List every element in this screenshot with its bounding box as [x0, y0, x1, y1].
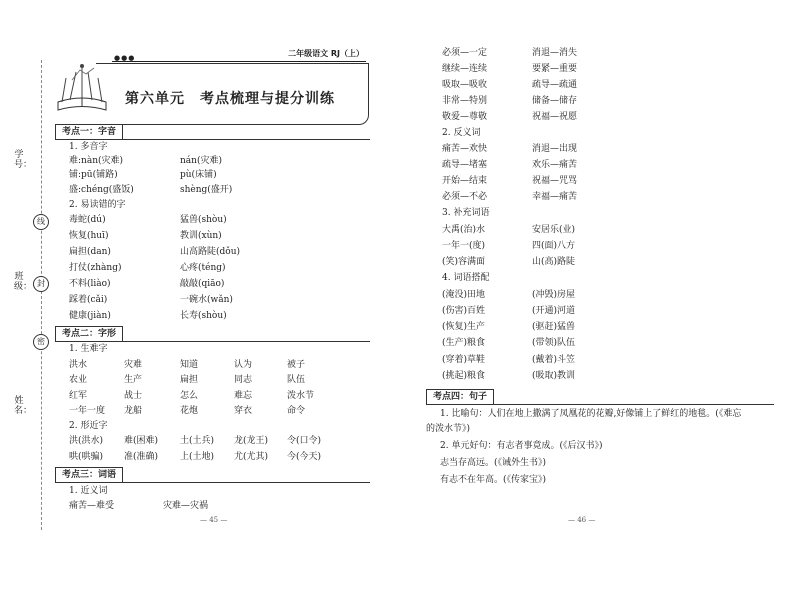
char-cell: 花炮	[180, 406, 199, 416]
polyphone-row: shèng(盛开)	[180, 185, 233, 195]
misread-item: 恢复(huī)	[69, 231, 109, 241]
char-cell: 队伍	[287, 375, 306, 385]
name-label: 姓名：	[14, 396, 33, 416]
section-rule	[55, 482, 370, 483]
misread-item: 山高路陡(dǒu)	[180, 247, 240, 257]
section-words: 考点三：词语	[55, 467, 123, 483]
misread-item: 打仗(zhàng)	[69, 263, 122, 273]
class-label: 班级：	[14, 272, 33, 292]
sub-antonyms: 2. 反义词	[442, 128, 481, 138]
similar-cell: 令(口令)	[287, 436, 322, 446]
sentence-good: 有志不在年高。(《传家宝》)	[440, 475, 547, 485]
antonym-item: 开始—结束	[442, 176, 488, 186]
misread-item: 敲敲(qiāo)	[180, 279, 225, 289]
synonym-item: 消退—消失	[532, 48, 578, 58]
sub-misread: 2. 易读错的字	[69, 200, 126, 210]
synonym-item: 必须—一定	[442, 48, 488, 58]
binding-line	[41, 60, 42, 530]
char-cell: 龙船	[124, 406, 143, 416]
section-pronunciation: 考点一：字音	[55, 124, 123, 140]
antonym-item: 疏导—堵塞	[442, 160, 488, 170]
misread-item: 长寿(shòu)	[180, 311, 227, 321]
polyphone-row: 难:nàn(灾难)	[69, 156, 124, 166]
seal-seal: 封	[33, 276, 49, 292]
student-no-label: 学号：	[14, 150, 33, 170]
header-dots: ●●●	[114, 54, 136, 62]
antonym-item: 必须—不必	[442, 192, 488, 202]
sentence-good: 志当存高远。(《诫外生书》)	[440, 458, 547, 468]
sub-similar-chars: 2. 形近字	[69, 421, 108, 431]
grade-header: 二年级语文 RJ（上）	[288, 49, 364, 58]
sub-fill-words: 3. 补充词语	[442, 208, 490, 218]
sub-polyphone: 1. 多音字	[69, 142, 108, 152]
collocation-item: (吸取)教训	[532, 371, 576, 381]
fill-item: 四(面)八方	[532, 241, 576, 251]
book-illustration-icon	[52, 58, 112, 118]
misread-item: 教训(xùn)	[180, 231, 222, 241]
collocation-item: (淹没)田地	[442, 290, 486, 300]
sentence-simile-cont: 的泼水节》)	[426, 424, 471, 434]
char-cell: 红军	[69, 391, 88, 401]
synonym-item: 继续—连续	[442, 64, 488, 74]
collocation-item: (挑起)粮食	[442, 371, 486, 381]
section-rule	[55, 341, 370, 342]
similar-cell: 洪(洪水)	[69, 436, 104, 446]
section-rule	[55, 139, 370, 140]
misread-item: 不料(liào)	[69, 279, 111, 289]
synonym-item: 非常—特别	[442, 96, 488, 106]
collocation-item: (开通)河道	[532, 306, 576, 316]
fill-item: 安居乐(业)	[532, 225, 576, 235]
char-cell: 灾难	[124, 360, 143, 370]
char-cell: 怎么	[180, 391, 199, 401]
page-number: — 45 —	[200, 516, 228, 524]
section-glyph: 考点二：字形	[55, 326, 123, 342]
char-cell: 洪水	[69, 360, 88, 370]
misread-item: 扁担(dan)	[69, 247, 111, 257]
synonym-item: 要紧—重要	[532, 64, 578, 74]
collocation-item: (伤害)百姓	[442, 306, 486, 316]
collocation-item: (带领)队伍	[532, 338, 576, 348]
seal-secret: 密	[33, 334, 49, 350]
similar-cell: 准(准确)	[124, 452, 159, 462]
char-cell: 泼水节	[287, 391, 315, 401]
sentence-good: 2. 单元好句：有志者事竟成。(《后汉书》)	[440, 441, 603, 451]
synonym-item: 灾难—灾祸	[163, 501, 209, 511]
char-cell: 被子	[287, 360, 306, 370]
similar-cell: 哄(哄骗)	[69, 452, 104, 462]
polyphone-row: 铺:pū(铺路)	[69, 170, 118, 180]
char-cell: 难忘	[234, 391, 253, 401]
char-cell: 知道	[180, 360, 199, 370]
polyphone-row: pù(床铺)	[180, 170, 217, 180]
synonym-item: 疏导—疏通	[532, 80, 578, 90]
misread-item: 踩着(cǎi)	[69, 295, 108, 305]
collocation-item: (冲毁)房屋	[532, 290, 576, 300]
misread-item: 健康(jiàn)	[69, 311, 111, 321]
antonym-item: 痛苦—欢快	[442, 144, 488, 154]
polyphone-row: nán(灾难)	[180, 156, 222, 166]
page-number: — 46 —	[568, 516, 596, 524]
sub-synonyms: 1. 近义词	[69, 486, 108, 496]
collocation-item: (生产)粮食	[442, 338, 486, 348]
synonym-item: 储备—储存	[532, 96, 578, 106]
section-sentences: 考点四：句子	[426, 389, 494, 405]
char-cell: 命令	[287, 406, 306, 416]
antonym-item: 欢乐—痛苦	[532, 160, 578, 170]
section-rule	[426, 404, 774, 405]
char-cell: 认为	[234, 360, 253, 370]
misread-item: 猛兽(shòu)	[180, 215, 227, 225]
fill-item: (笑)容满面	[442, 257, 486, 267]
similar-cell: 尤(尤其)	[234, 452, 269, 462]
antonym-item: 幸福—痛苦	[532, 192, 578, 202]
char-cell: 扁担	[180, 375, 199, 385]
misread-item: 毒蛇(dú)	[69, 215, 106, 225]
unit-title: 第六单元 考点梳理与提分训练	[125, 91, 335, 107]
sub-rare-chars: 1. 生难字	[69, 344, 108, 354]
sentence-simile: 1. 比喻句：人们在地上撒满了凤凰花的花瓣,好像铺上了鲜红的地毯。(《难忘	[440, 409, 742, 419]
collocation-item: (穿着)草鞋	[442, 355, 486, 365]
similar-cell: 上(土地)	[180, 452, 215, 462]
collocation-item: (恢复)生产	[442, 322, 486, 332]
collocation-item: (戴着)斗笠	[532, 355, 576, 365]
similar-cell: 今(今天)	[287, 452, 322, 462]
misread-item: 一碗水(wǎn)	[180, 295, 233, 305]
collocation-item: (驱赶)猛兽	[532, 322, 576, 332]
char-cell: 同志	[234, 375, 253, 385]
char-cell: 穿衣	[234, 406, 253, 416]
right-page	[400, 0, 800, 589]
sub-collocations: 4. 词语搭配	[442, 273, 490, 283]
char-cell: 生产	[124, 375, 143, 385]
similar-cell: 龙(龙王)	[234, 436, 269, 446]
char-cell: 农业	[69, 375, 88, 385]
synonym-item: 吸取—吸收	[442, 80, 488, 90]
misread-item: 心疼(téng)	[180, 263, 226, 273]
similar-cell: 难(困难)	[124, 436, 159, 446]
synonym-item: 敬爱—尊敬	[442, 112, 488, 122]
char-cell: 一年一度	[69, 406, 106, 416]
fill-item: 山(高)路陡	[532, 257, 576, 267]
seal-line: 线	[33, 214, 49, 230]
fill-item: 一年一(度)	[442, 241, 486, 251]
char-cell: 战士	[124, 391, 143, 401]
polyphone-row: 盛:chéng(盛饭)	[69, 185, 134, 195]
synonym-item: 祝福—祝愿	[532, 112, 578, 122]
antonym-item: 消退—出现	[532, 144, 578, 154]
header-rule	[112, 61, 366, 62]
similar-cell: 土(土兵)	[180, 436, 215, 446]
left-page	[0, 0, 398, 589]
synonym-item: 痛苦—难受	[69, 501, 115, 511]
fill-item: 大禹(治)水	[442, 225, 486, 235]
antonym-item: 祝福—咒骂	[532, 176, 578, 186]
